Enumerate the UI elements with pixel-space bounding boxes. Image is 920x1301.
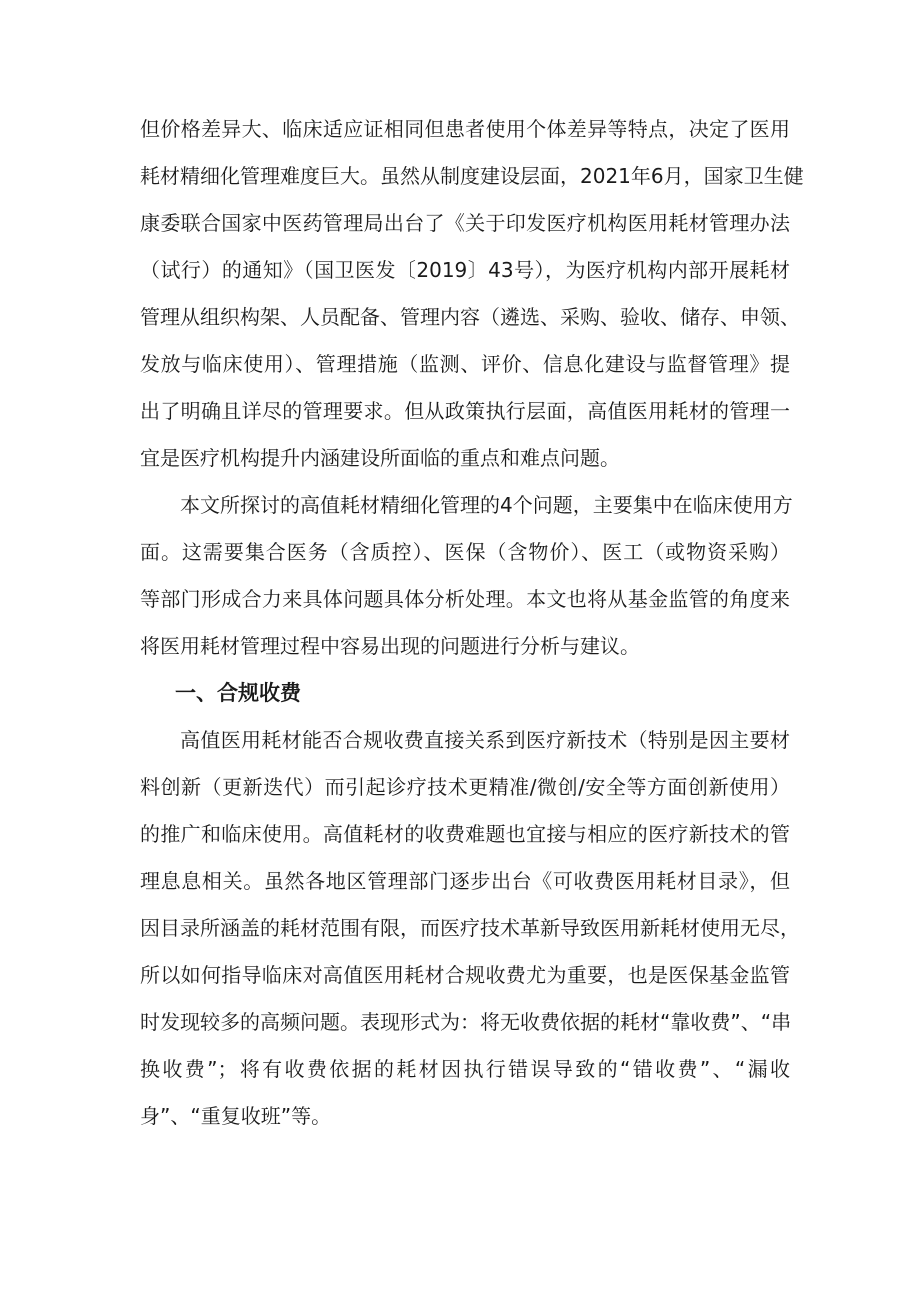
text-line: 面。这需要集合医务（含质控）、医保（含物价）、医工（或物资采购） xyxy=(140,540,790,564)
paragraph-1 xyxy=(140,106,804,482)
text-line: 等部门形成合力来具体问题具体分析处理。本文也将从基金监管的角度来 xyxy=(140,587,790,611)
text-line: 本文所探讨的高值耗材精细化管理的4个问题，主要集中在临床使用方 xyxy=(180,493,793,517)
document-body xyxy=(140,106,804,1140)
text-line: 换收费”；将有收费依据的耗材因执行错误导致的“错收费”、“漏收 xyxy=(140,1057,790,1081)
text-line: 理息息相关。虽然各地区管理部门逐步出台《可收费医用耗材目录》，但 xyxy=(140,869,790,893)
paragraph-2 xyxy=(140,482,793,670)
paragraph-3 xyxy=(140,717,800,1140)
text-line: 身”、“重复收班”等。 xyxy=(140,1104,332,1128)
text-line: 宜是医疗机构提升内涵建设所面临的重点和难点问题。 xyxy=(140,446,620,470)
text-line: （试行）的通知》（国卫医发〔2019〕43号），为医疗机构内部开展耗材 xyxy=(140,258,790,282)
text-line: 料创新（更新迭代）而引起诊疗技术更精准/微创/安全等方面创新使用） xyxy=(140,775,790,799)
text-line: 康委联合国家中医药管理局出台了《关于印发医疗机构医用耗材管理办法 xyxy=(140,211,790,235)
text-line: 管理从组织构架、人员配备、管理内容（遴选、采购、验收、储存、申领、 xyxy=(140,305,800,329)
text-line: 发放与临床使用）、管理措施（监测、评价、信息化建设与监督管理》提 xyxy=(140,352,790,376)
text-line: 因目录所涵盖的耗材范围有限，而医疗技术革新导致医用新耗材使用无尽， xyxy=(140,916,800,940)
text-line: 但价格差异大、临床适应证相同但患者使用个体差异等特点，决定了医用 xyxy=(140,117,790,141)
text-line: 时发现较多的高频问题。表现形式为：将无收费依据的耗材“靠收费”、“串 xyxy=(140,1010,792,1034)
text-line: 高值医用耗材能否合规收费直接关系到医疗新技术（特别是因主要材 xyxy=(180,728,790,752)
text-line: 所以如何指导临床对高值医用耗材合规收费尤为重要，也是医保基金监管 xyxy=(140,963,790,987)
text-line: 出了明确且详尽的管理要求。但从政策执行层面，高值医用耗材的管理一 xyxy=(140,399,790,423)
text-line: 将医用耗材管理过程中容易出现的问题进行分析与建议。 xyxy=(140,634,640,658)
text-line: 的推广和临床使用。高值耗材的收费难题也宜接与相应的医疗新技术的管 xyxy=(140,822,790,846)
section-heading: 一、合规收费 xyxy=(175,681,301,705)
text-line: 耗材精细化管理难度巨大。虽然从制度建设层面，2021年6月，国家卫生健 xyxy=(140,164,804,188)
